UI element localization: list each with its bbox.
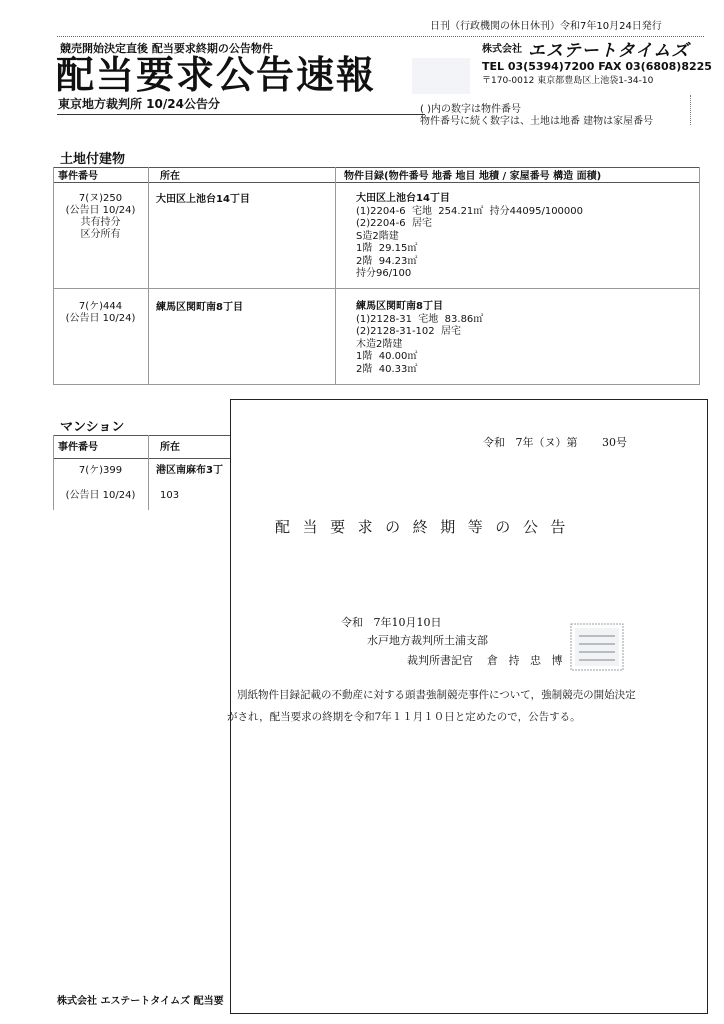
detail-line: (1)2204-6 宅地 254.21㎡ 持分44095/100000 [356, 205, 584, 217]
column-header-location: 所在 [160, 442, 180, 453]
mansion-announce-date: (公告日 10/24) [65, 490, 136, 501]
table1-col-divider-2 [335, 167, 336, 385]
company-prefix: 株式会社 [482, 44, 522, 55]
company-tel: TEL 03(5394)7200 FAX 03(6808)8225 [482, 60, 712, 73]
case-number: 7(ヌ)250 [78, 193, 123, 204]
detail-line: S造2階建 [356, 230, 399, 242]
footer-text: 株式会社 エステートタイムズ 配当要 [57, 996, 224, 1007]
column-header-case: 事件番号 [58, 442, 98, 453]
detail-line: 大田区上池台14丁目 [356, 193, 450, 204]
table1-top-border [53, 167, 700, 168]
notice-clerk: 裁判所書記官 倉 持 忠 博 [407, 654, 563, 667]
subtitle: 競売開始決定直後 配当要求終期の公告物件 [60, 42, 273, 55]
notice-date: 令和 7年10月10日 [341, 616, 442, 629]
table1-right-border [699, 167, 700, 385]
announce-date: (公告日 10/24) [65, 205, 136, 216]
detail-line: 1階 29.15㎡ [356, 243, 418, 254]
table-row-2-case [53, 301, 148, 325]
table-row-1-case [53, 193, 148, 241]
case-number: 7(ケ)444 [78, 301, 123, 312]
mansion-room: 103 [160, 490, 180, 501]
table1-col-divider-1 [148, 167, 149, 385]
official-seal-stamp [569, 622, 625, 672]
title-shade [412, 58, 470, 94]
table2-top-border [53, 435, 233, 436]
table2-header-border [53, 458, 233, 459]
table-row-1-details [356, 193, 583, 281]
court-underline [57, 114, 425, 115]
court-notice-panel [227, 399, 708, 1014]
case-note: 区分所有 [80, 229, 121, 240]
table-row-1-location: 大田区上池台14丁目 [156, 194, 250, 205]
table1-bottom-border [53, 384, 700, 385]
detail-line: 2階 94.23㎡ [356, 255, 418, 267]
table-row-2-details [356, 301, 483, 376]
section-title-mansion: マンション [60, 420, 125, 435]
issue-date: 日刊（行政機関の休日休刊）令和7年10月24日発行 [430, 21, 662, 32]
case-note: 共有持分 [80, 217, 121, 228]
mansion-case-number: 7(ケ)399 [78, 465, 123, 476]
notice-title: 配 当 要 求 の 終 期 等 の 公 告 [275, 518, 567, 536]
company-address: 〒170-0012 東京都豊島区上池袋1-34-10 [482, 76, 654, 86]
column-header-details: 物件目録(物件番号 地番 地目 地積 / 家屋番号 構造 面積) [344, 171, 602, 182]
company-logo: エステートタイムズ [528, 41, 690, 61]
detail-line: (2)2128-31-102 居宅 [356, 326, 461, 337]
page-title: 配当要求公告速報 [56, 53, 377, 97]
table1-row-divider [53, 288, 700, 289]
detail-line: (1)2128-31 宅地 83.86㎡ [356, 313, 484, 325]
detail-line: 持分96/100 [356, 268, 412, 279]
column-header-case: 事件番号 [58, 171, 98, 182]
court-line: 東京地方裁判所 10/24公告分 [58, 97, 220, 111]
detail-line: 1階 40.00㎡ [356, 351, 418, 362]
notice-body-line-2: がされ，配当要求の終期を令和7年１１月１０日と定めたので，公告する。 [227, 711, 581, 723]
detail-line: 練馬区関町南8丁目 [356, 301, 443, 312]
mansion-location: 港区南麻布3丁 [156, 465, 223, 476]
announce-date: (公告日 10/24) [65, 313, 136, 324]
note-line-2: 物件番号に続く数字は、土地は地番 建物は家屋番号 [420, 116, 654, 127]
section-title-land-building: 土地付建物 [60, 152, 126, 167]
note-line-1: ( )内の数字は物件番号 [420, 104, 521, 115]
column-header-location: 所在 [160, 171, 180, 182]
detail-line: (2)2204-6 居宅 [356, 218, 432, 229]
table-row-2-location: 練馬区関町南8丁目 [156, 302, 243, 313]
detail-line: 2階 40.33㎡ [356, 363, 418, 375]
detail-line: 木造2階建 [356, 338, 403, 350]
notice-body-line-1: 別紙物件目録記載の不動産に対する頭書強制競売事件について，強制競売の開始決定 [237, 689, 636, 701]
table2-col-divider [148, 435, 149, 510]
notice-court: 水戸地方裁判所土浦支部 [367, 634, 488, 647]
notice-case-number: 令和 7年（ヌ）第 30号 [483, 436, 627, 449]
